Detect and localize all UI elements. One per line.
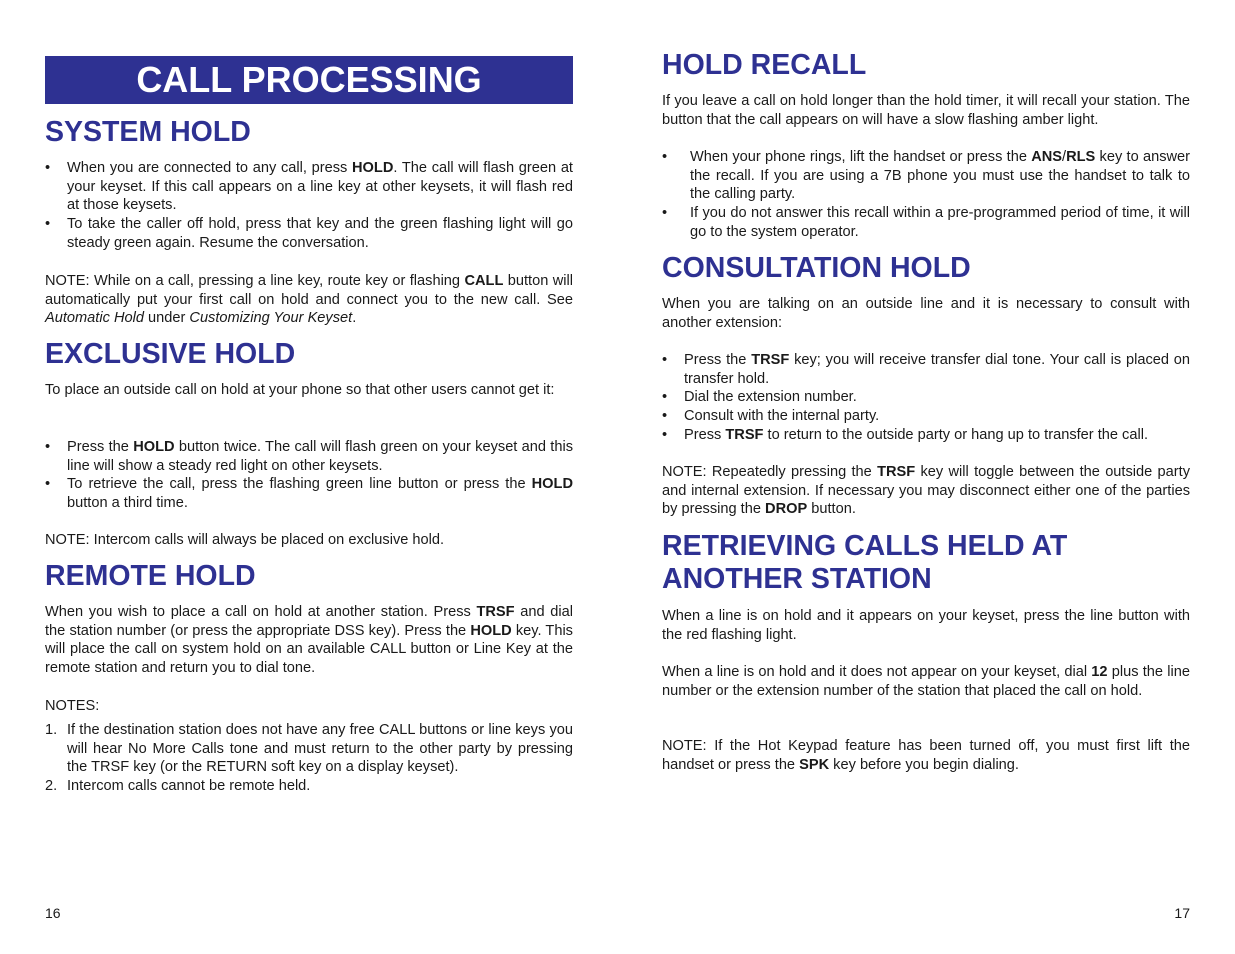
list-item: • When your phone rings, lift the handset or press the ANS/RLS key to answer the recall. If you are using a 7B phone you must use the handset to talk to the calling party. [662,149,1191,203]
hold-recall-intro: If you leave a call on hold longer than the hold timer, it will recall your station. The button that the call appears on will have a slow flashing amber light. [662,93,1190,128]
list-item: • Press TRSF to return to the outside party or hang up to transfer the call. [662,426,1148,443]
exclusive-hold-heading: EXCLUSIVE HOLD [45,338,296,370]
list-item: 1. If the destination station does not have any free CALL buttons or line keys you will hear No More Calls tone and must return to the other party by pressing the TRSF key (or the RETURN soft key on a display keyset). [45,722,573,776]
system-hold-note: NOTE: While on a call, pressing a line key, route key or flashing CALL button will automatically put your first call on hold and connect you to the new call. See Automatic Hold under Customizing Your Keyset. [45,273,574,327]
page-number: 17 [1174,905,1190,921]
remote-hold-notes-label: NOTES: [45,698,100,714]
exclusive-hold-note: NOTE: Intercom calls will always be placed on exclusive hold. [45,532,445,548]
bullet: • [45,160,51,176]
bullet: • [662,149,668,165]
system-hold-list [45,159,573,253]
exclusive-hold-intro: To place an outside call on hold at your phone so that other users cannot get it: [45,382,555,398]
retrieving-calls-heading: RETRIEVING CALLS HELD AT ANOTHER STATION [662,530,1068,595]
list-item: • Dial the extension number. [662,389,857,406]
list-item: • Consult with the internal party. [662,408,880,425]
bullet: • [662,389,668,406]
list-item: 2. Intercom calls cannot be remote held. [45,778,311,795]
page-title-banner: CALL PROCESSING [45,56,573,104]
remote-hold-heading: REMOTE HOLD [45,560,256,592]
bullet: • [662,426,668,443]
hold-recall-heading: HOLD RECALL [662,49,867,81]
consultation-hold-list [662,351,1190,445]
bullet: • [662,408,668,425]
page-number: 16 [45,905,61,921]
retrieving-calls-note: NOTE: If the Hot Keypad feature has been turned off, you must first lift the handset or press the SPK key before you begin dialing. [662,738,1190,773]
remote-hold-notes-list [45,721,573,796]
bullet: • [45,216,51,233]
list-item: • Press the TRSF key; you will receive transfer dial tone. Your call is placed on transfer hold. [662,352,1190,387]
bullet: • [662,205,668,222]
consultation-hold-note: NOTE: Repeatedly pressing the TRSF key will toggle between the outside party and internal extension. If necessary you may disconnect either one of the parties by pressing the DROP button. [662,464,1190,518]
system-hold-heading: SYSTEM HOLD [45,116,251,148]
list-item: • If you do not answer this recall within a pre-programmed period of time, it will go to the system operator. [662,205,1190,240]
bullet: • [45,439,51,455]
retrieving-calls-p2: When a line is on hold and it does not appear on your keyset, dial 12 plus the line number or the extension number of the station that placed the call on hold. [662,664,1190,699]
list-item: • To take the caller off hold, press that key and the green flashing light will go steady green again. Resume the conversation. [45,216,573,251]
hold-recall-list [662,148,1190,242]
retrieving-calls-p1: When a line is on hold and it appears on your keyset, press the line button with the red flashing light. [662,608,1190,643]
bullet: • [662,352,668,368]
remote-hold-intro: When you wish to place a call on hold at another station. Press TRSF and dial the station number (or press the appropriate DSS key). Press the HOLD key. This will place the call on system hold on an available CALL button or Line Key at the remote station and return you to dial tone. [45,604,573,677]
consultation-hold-intro: When you are talking on an outside line and it is necessary to consult with another extension: [662,296,1190,331]
bullet: • [45,476,51,493]
exclusive-hold-list [45,438,573,513]
list-item: • When you are connected to any call, press HOLD. The call will flash green at your keyset. If this call appears on a line key at other keysets, it will flash red at those keysets. [45,160,573,214]
consultation-hold-heading: CONSULTATION HOLD [662,252,971,284]
list-item: • Press the HOLD button twice. The call will flash green on your keyset and this line will show a steady red light on other keysets. [45,439,574,474]
list-item: • To retrieve the call, press the flashing green line button or press the HOLD button a third time. [45,476,573,512]
